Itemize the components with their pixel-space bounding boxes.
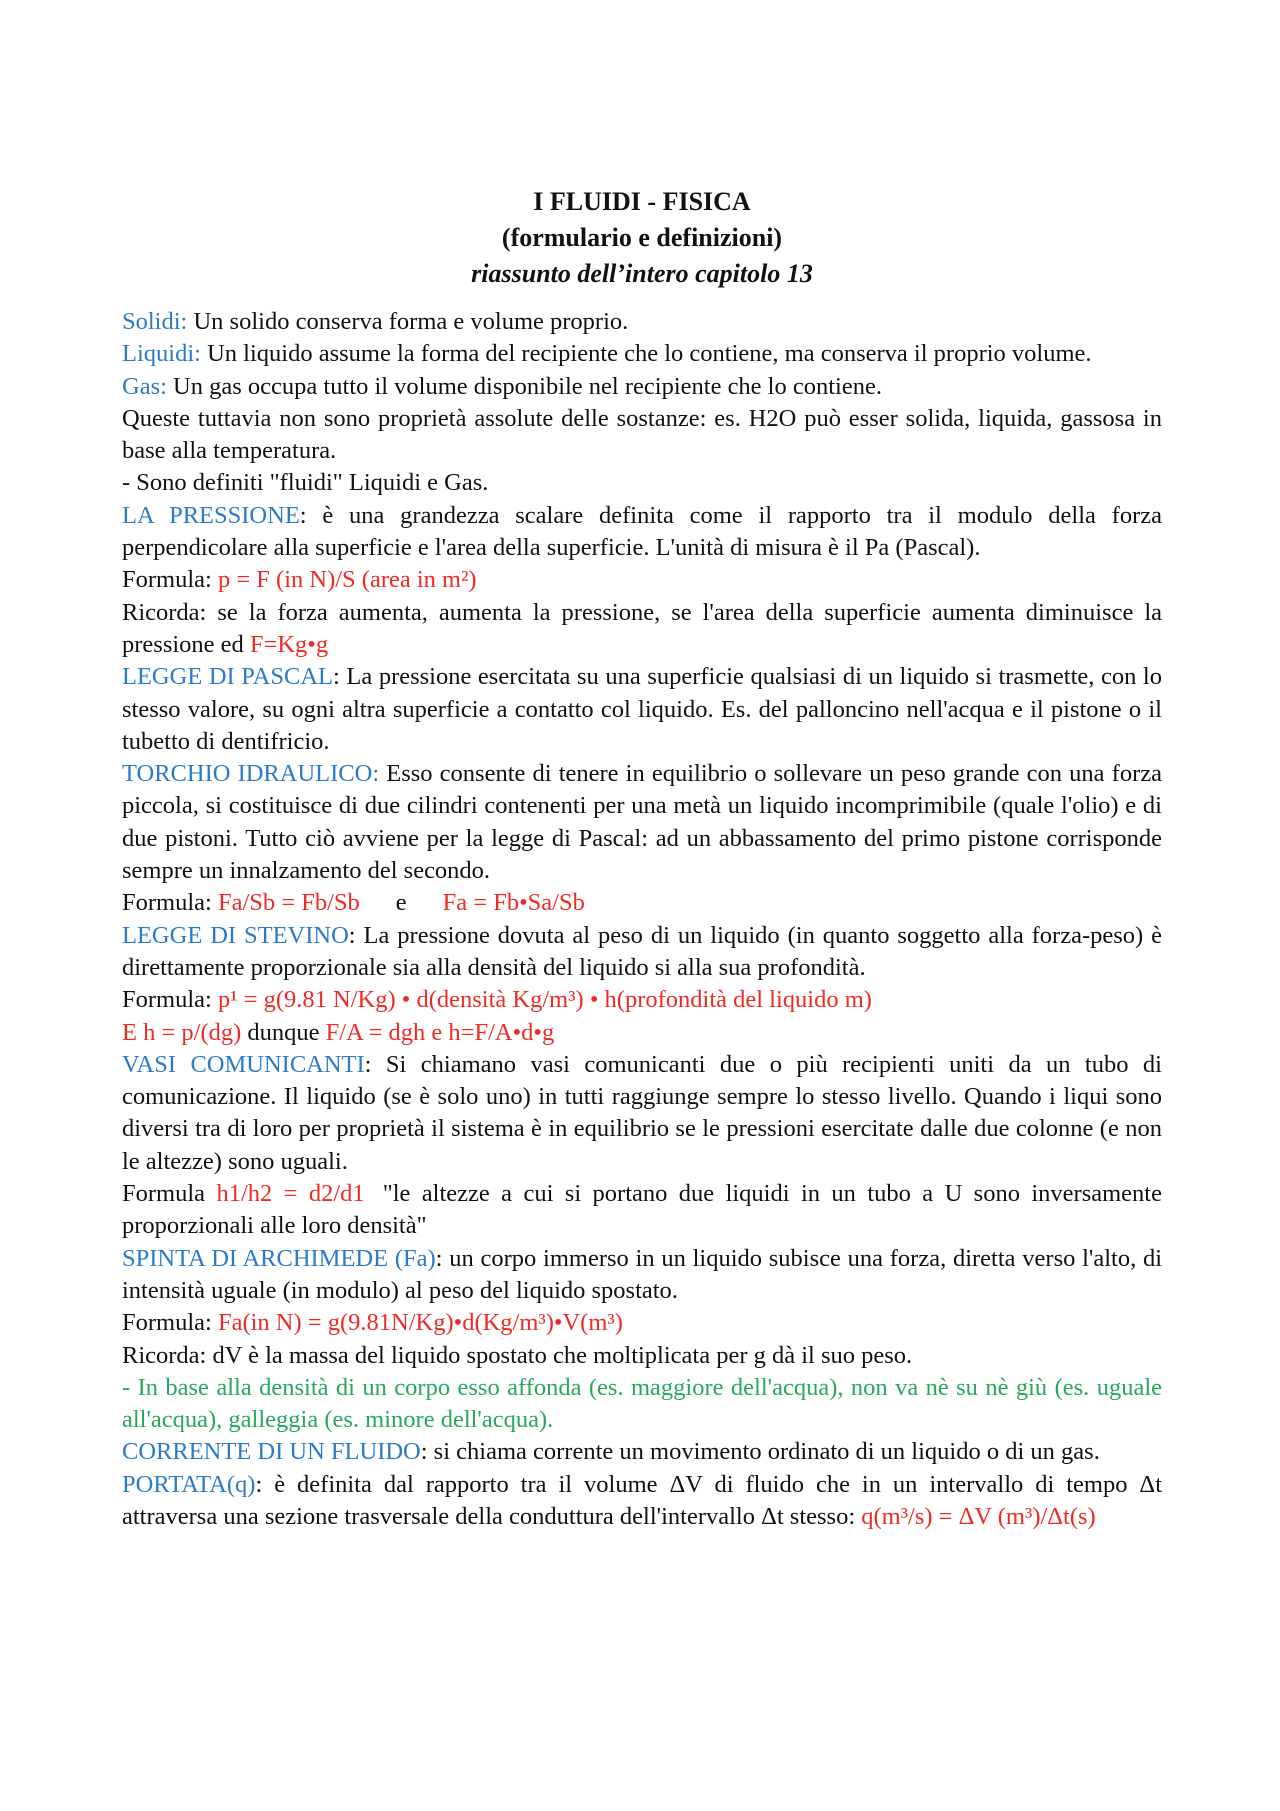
formula-pressione-line [122, 564, 1162, 596]
formula-prefix: Formula: [122, 1309, 218, 1337]
text-solidi: Un solido conserva forma e volume proprio. [187, 308, 629, 335]
formula-stevino-line-2 [122, 1017, 1162, 1049]
document-title [122, 184, 1162, 292]
paragraph-pascal [122, 661, 1162, 758]
term-portata: PORTATA(q) [122, 1470, 256, 1498]
paragraph-galleggiamento: - In base alla densità di un corpo esso affonda (es. maggiore dell'acqua), non va nè su nè giù (es. uguale all'acqua), galleggia (es. minore dell'acqua). [122, 1373, 1162, 1434]
paragraph-corrente [122, 1436, 1162, 1468]
formula-prefix: Formula: [122, 986, 218, 1014]
formula-torchio-2: Fa = Fb•Sa/Sb [442, 889, 585, 917]
formula-prefix: Formula: [122, 889, 218, 917]
text-ricorda-pressione: Ricorda: se la forza aumenta, aumenta la pressione, se l'area della superficie aumenta diminuisce la pressione ed [122, 598, 1162, 658]
title-line-3: riassunto dell’intero capitolo 13 [471, 259, 813, 288]
term-stevino: LEGGE DI STEVINO [122, 921, 349, 949]
paragraph-stevino [122, 920, 1162, 985]
text-corrente: : si chiama corrente un movimento ordinato di un liquido o di un gas. [420, 1438, 1100, 1466]
text-dunque: dunque [241, 1018, 326, 1046]
term-corrente: CORRENTE DI UN FLUIDO [122, 1438, 421, 1466]
paragraph-pressione [122, 500, 1162, 565]
document-page [122, 184, 1162, 1533]
formula-portata: q(m³/s) = ΔV (m³)/Δt(s) [861, 1502, 1096, 1530]
paragraph-solidi [122, 306, 1162, 338]
paragraph-note-1: Queste tuttavia non sono proprietà assolute delle sostanze: es. H2O può esser solida, liquida, gassosa in base alla temperatura. [122, 404, 1162, 465]
formula-torchio-1: Fa/Sb = Fb/Sb [217, 889, 360, 917]
text-gas: Un gas occupa tutto il volume disponibile nel recipiente che lo contiene. [166, 372, 882, 400]
formula-prefix: Formula [122, 1180, 217, 1208]
formula-vasi: h1/h2 = d2/d1 [216, 1180, 365, 1208]
term-torchio: TORCHIO IDRAULICO: [122, 760, 380, 788]
formula-archimede-line [122, 1307, 1162, 1339]
text-pascal: : La pressione esercitata su una superficie qualsiasi di un liquido si trasmette, con lo stesso valore, su ogni altra superficie a contatto col liquido. Es. del palloncino nell'acqua e il pistone o il tubetto di dentifricio. [122, 663, 1162, 755]
title-line-2: (formulario e definizioni) [501, 223, 783, 252]
term-gas: Gas: [122, 372, 167, 400]
formula-torchio-line [122, 887, 1162, 919]
formula-forza-peso: F=Kg•g [249, 630, 329, 658]
paragraph-note-2: - Sono definiti "fluidi" Liquidi e Gas. [122, 469, 489, 497]
paragraph-torchio [122, 758, 1162, 887]
paragraph-portata [122, 1469, 1162, 1534]
paragraph-ricorda-pressione [122, 597, 1162, 662]
term-vasi: VASI COMUNICANTI [122, 1050, 365, 1078]
term-liquidi: Liquidi: [122, 340, 201, 368]
text-pressione: : è una grandezza scalare definita come il rapporto tra il modulo della forza perpendicolare alla superficie e l'area della superficie. L'unità di misura è il Pa (Pascal). [122, 501, 1162, 562]
formula-vasi-line [122, 1178, 1162, 1243]
term-pressione: LA PRESSIONE [122, 501, 300, 529]
text-vasi-formula: "le altezze a cui si portano due liquidi in un tubo a U sono inversamente proporzionali alle loro densità" [122, 1180, 1162, 1240]
formula-stevino-h: E h = p/(dg) [122, 1018, 242, 1046]
text-portata: : è definita dal rapporto tra il volume ΔV di fluido che in un intervallo di tempo Δt attraversa una sezione trasversale della conduttura dell'intervallo Δt stesso: [122, 1470, 1162, 1530]
paragraph-vasi [122, 1049, 1162, 1178]
formula-stevino-fa: F/A = dgh e h=F/A•d•g [325, 1018, 555, 1046]
paragraph-ricorda-archimede: Ricorda: dV è la massa del liquido spostato che moltiplicata per g dà il suo peso. [122, 1341, 913, 1369]
text-torchio: Esso consente di tenere in equilibrio o sollevare un peso grande con una forza piccola, si costituisce di due cilindri contenenti per una metà un liquido incomprimibile (quale l'olio) e di due pistoni. Tutto ciò avviene per la legge di Pascal: ad un abbassamento del primo pistone corrisponde sempre un innalzamento del secondo. [122, 760, 1162, 885]
term-archimede: SPINTA DI ARCHIMEDE (Fa) [122, 1244, 436, 1272]
paragraph-liquidi [122, 338, 1162, 370]
text-vasi: : Si chiamano vasi comunicanti due o più recipienti uniti da un tubo di comunicazione. Il liquido (se è solo uno) in tutti raggiunge sempre lo stesso livello. Quando i liqui sono diversi tra di loro per proprietà il sistema è in equilibrio se le pressioni esercitate dalle due colonne (e non le altezze) sono uguali. [122, 1050, 1162, 1175]
formula-pressione: p = F (in N)/S (area in m²) [217, 566, 477, 594]
paragraph-archimede [122, 1243, 1162, 1308]
text-liquidi: Un liquido assume la forma del recipiente che lo contiene, ma conserva il proprio volume. [200, 340, 1092, 368]
text-archimede: : un corpo immerso in un liquido subisce una forza, diretta verso l'alto, di intensità uguale (in modulo) al peso del liquido spostato. [122, 1244, 1163, 1304]
term-solidi: Solidi: [122, 308, 188, 335]
formula-stevino-line [122, 984, 1162, 1016]
formula-stevino: p¹ = g(9.81 N/Kg) • d(densità Kg/m³) • h(profondità del liquido m) [217, 986, 872, 1014]
paragraph-gas [122, 371, 1162, 403]
formula-archimede: Fa(in N) = g(9.81N/Kg)•d(Kg/m³)•V(m³) [217, 1309, 623, 1337]
term-pascal: LEGGE DI PASCAL [122, 663, 333, 691]
formula-connector: e [395, 889, 407, 917]
title-line-1: I FLUIDI - FISICA [533, 187, 751, 216]
text-stevino: : La pressione dovuta al peso di un liquido (in quanto soggetto alla forza-peso) è direttamente proporzionale sia alla densità del liquido si alla sua profondità. [122, 921, 1162, 981]
formula-prefix: Formula: [122, 566, 218, 594]
